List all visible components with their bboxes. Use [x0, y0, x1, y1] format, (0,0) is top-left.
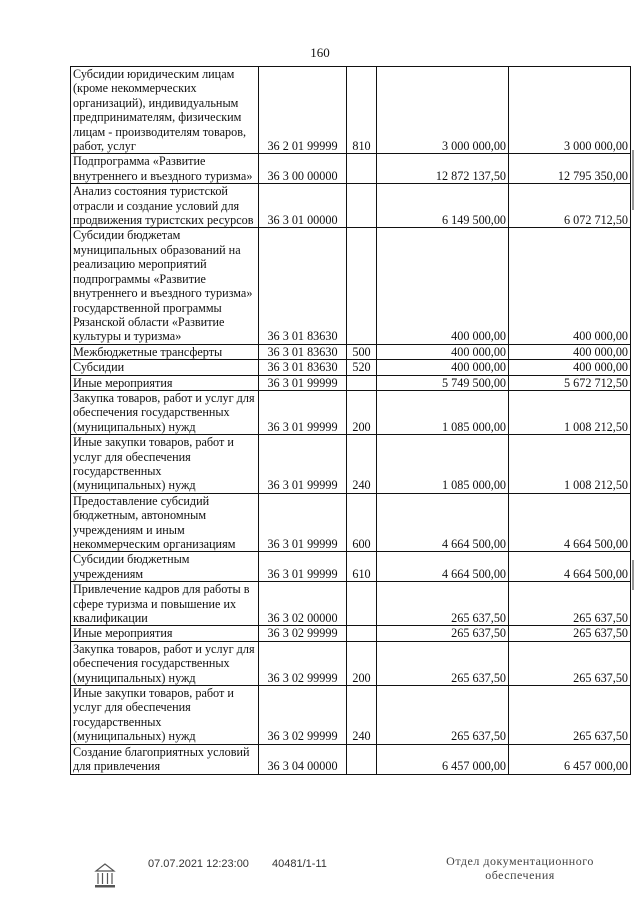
footer-doc-number: 40481/1-11 [272, 858, 327, 870]
table-row [71, 626, 631, 641]
row-expense-type: 240 [347, 686, 377, 745]
row-amount-2023: 265 637,50 [509, 626, 631, 641]
scan-margin-mark [632, 560, 634, 590]
row-code: 36 3 01 83630 [259, 344, 347, 359]
row-code: 36 3 01 99999 [259, 390, 347, 434]
row-amount-2023: 400 000,00 [509, 228, 631, 344]
row-expense-type: 600 [347, 493, 377, 552]
row-name: Предоставление субсидий бюджетным, автономным учреждениям и иным некоммерческим организациям [71, 493, 259, 552]
row-code: 36 3 01 99999 [259, 375, 347, 390]
row-amount-2022: 4 664 500,00 [377, 552, 509, 582]
row-amount-2023: 265 637,50 [509, 641, 631, 685]
row-name: Привлечение кадров для работы в сфере туризма и повышение их квалификации [71, 582, 259, 626]
row-amount-2022: 5 749 500,00 [377, 375, 509, 390]
table-row [71, 686, 631, 745]
scan-margin-mark [632, 150, 634, 210]
row-expense-type [347, 626, 377, 641]
row-expense-type: 520 [347, 360, 377, 375]
row-expense-type: 500 [347, 344, 377, 359]
row-code: 36 3 01 83630 [259, 360, 347, 375]
row-amount-2022: 12 872 137,50 [377, 154, 509, 184]
row-name: Иные закупки товаров, работ и услуг для обеспечения государственных (муниципальных) нужд [71, 686, 259, 745]
row-expense-type [347, 184, 377, 228]
page-number: 160 [310, 45, 330, 60]
row-code: 36 3 02 99999 [259, 626, 347, 641]
row-name: Субсидии бюджетам муниципальных образований на реализацию мероприятий подпрограммы «Развитие внутреннего и въездного туризма» государственной программы Рязанской области «Развитие культуры и туризма» [71, 228, 259, 344]
row-amount-2022: 265 637,50 [377, 641, 509, 685]
row-amount-2022: 6 149 500,00 [377, 184, 509, 228]
row-amount-2022: 400 000,00 [377, 360, 509, 375]
row-amount-2023: 1 008 212,50 [509, 390, 631, 434]
table-row [71, 744, 631, 774]
row-amount-2023: 400 000,00 [509, 360, 631, 375]
row-amount-2023: 265 637,50 [509, 582, 631, 626]
row-expense-type: 200 [347, 390, 377, 434]
row-expense-type: 610 [347, 552, 377, 582]
row-name: Закупка товаров, работ и услуг для обеспечения государственных (муниципальных) нужд [71, 390, 259, 434]
row-name: Субсидии юридическим лицам (кроме некоммерческих организаций), индивидуальным предпринимателям, физическим лицам - производителям товаров, работ, услуг [71, 67, 259, 154]
row-amount-2022: 265 637,50 [377, 686, 509, 745]
table-row [71, 184, 631, 228]
row-name: Закупка товаров, работ и услуг для обеспечения государственных (муниципальных) нужд [71, 641, 259, 685]
row-code: 36 3 01 99999 [259, 493, 347, 552]
table-row [71, 582, 631, 626]
table-row [71, 641, 631, 685]
table-row [71, 390, 631, 434]
row-expense-type [347, 375, 377, 390]
row-name: Создание благоприятных условий для привлечения [71, 744, 259, 774]
row-code: 36 3 01 83630 [259, 228, 347, 344]
row-code: 36 3 02 00000 [259, 582, 347, 626]
building-emblem-icon [92, 862, 118, 890]
table-row [71, 228, 631, 344]
row-amount-2023: 6 457 000,00 [509, 744, 631, 774]
row-code: 36 3 04 00000 [259, 744, 347, 774]
row-code: 36 3 01 00000 [259, 184, 347, 228]
row-amount-2023: 265 637,50 [509, 686, 631, 745]
row-name: Субсидии [71, 360, 259, 375]
row-name: Иные закупки товаров, работ и услуг для обеспечения государственных (муниципальных) нужд [71, 435, 259, 494]
row-amount-2023: 400 000,00 [509, 344, 631, 359]
row-expense-type [347, 582, 377, 626]
row-amount-2023: 4 664 500,00 [509, 493, 631, 552]
footer-date: 07.07.2021 12:23:00 [148, 858, 249, 870]
row-amount-2023: 3 000 000,00 [509, 67, 631, 154]
table-row [71, 552, 631, 582]
document-footer [0, 850, 640, 905]
row-amount-2023: 6 072 712,50 [509, 184, 631, 228]
row-amount-2022: 6 457 000,00 [377, 744, 509, 774]
row-amount-2022: 3 000 000,00 [377, 67, 509, 154]
row-amount-2022: 1 085 000,00 [377, 435, 509, 494]
row-expense-type: 240 [347, 435, 377, 494]
row-expense-type [347, 744, 377, 774]
row-code: 36 3 02 99999 [259, 686, 347, 745]
row-code: 36 3 02 99999 [259, 641, 347, 685]
row-amount-2022: 265 637,50 [377, 582, 509, 626]
row-name: Иные мероприятия [71, 375, 259, 390]
footer-department-stamp: Отдел документационного обеспечения [446, 854, 594, 882]
row-name: Анализ состояния туристской отрасли и создание условий для продвижения туристских ресурсов [71, 184, 259, 228]
budget-table [70, 66, 631, 775]
row-expense-type: 810 [347, 67, 377, 154]
table-row [71, 375, 631, 390]
row-amount-2023: 5 672 712,50 [509, 375, 631, 390]
row-amount-2022: 400 000,00 [377, 228, 509, 344]
row-code: 36 3 01 99999 [259, 435, 347, 494]
table-row [71, 344, 631, 359]
table-row [71, 67, 631, 154]
row-amount-2023: 12 795 350,00 [509, 154, 631, 184]
row-code: 36 3 01 99999 [259, 552, 347, 582]
table-row [71, 360, 631, 375]
row-expense-type: 200 [347, 641, 377, 685]
row-amount-2022: 400 000,00 [377, 344, 509, 359]
row-name: Субсидии бюджетным учреждениям [71, 552, 259, 582]
row-amount-2023: 1 008 212,50 [509, 435, 631, 494]
row-name: Межбюджетные трансферты [71, 344, 259, 359]
row-name: Подпрограмма «Развитие внутреннего и въездного туризма» [71, 154, 259, 184]
row-code: 36 2 01 99999 [259, 67, 347, 154]
row-amount-2023: 4 664 500,00 [509, 552, 631, 582]
row-expense-type [347, 154, 377, 184]
row-amount-2022: 4 664 500,00 [377, 493, 509, 552]
row-code: 36 3 00 00000 [259, 154, 347, 184]
row-amount-2022: 265 637,50 [377, 626, 509, 641]
table-row [71, 154, 631, 184]
row-expense-type [347, 228, 377, 344]
table-row [71, 493, 631, 552]
table-row [71, 435, 631, 494]
row-name: Иные мероприятия [71, 626, 259, 641]
row-amount-2022: 1 085 000,00 [377, 390, 509, 434]
